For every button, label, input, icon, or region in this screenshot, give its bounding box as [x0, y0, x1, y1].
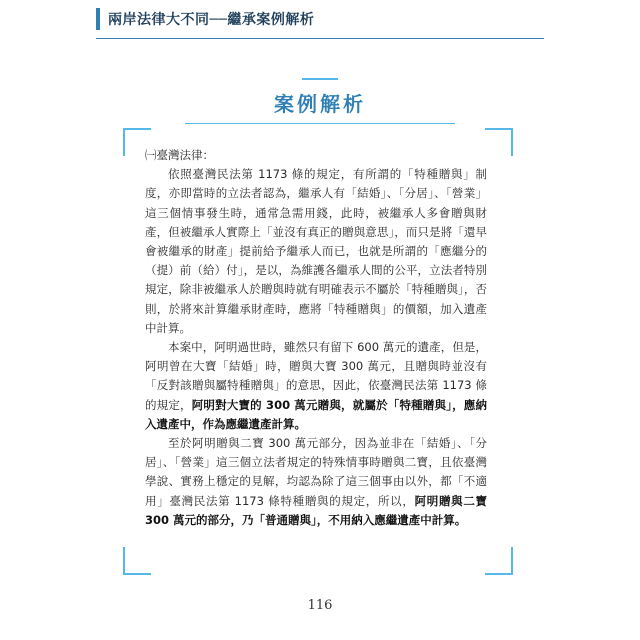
- paragraph-3-text: 至於阿明贈與二寶 300 萬元部分，因為並非在「結婚」、「分居」、「營業」這三個立法者規定的特殊情事時贈與二寶，且依臺灣學說、實務上穩定的見解，均認為除了這三個事由以外，都「不適用」臺灣民法第 1173 條特種贈與的規定，所以，: [145, 436, 487, 508]
- header-title: 兩岸法律大不同──繼承案例解析: [108, 12, 315, 28]
- section-heading-block: [0, 78, 640, 124]
- paragraph-2-text: 本案中，阿明過世時，雖然只有留下 600 萬元的遺產，但是，阿明曾在大寶「結婚」時，贈與大寶 300 萬元，且贈與時並沒有「反對該贈與屬特種贈與」的意思，因此，依臺灣民法第 1173 條的規定，: [145, 340, 487, 412]
- heading-top-rule: [302, 78, 338, 80]
- section-heading: 案例解析: [274, 92, 366, 116]
- header-divider: [96, 38, 544, 39]
- frame-corner-top-right: [485, 128, 513, 156]
- running-header: [96, 8, 314, 30]
- paragraph-3-bold: 阿明贈與二寶 300 萬元的部分，乃「普通贈與」，不用納入應繼遺產中計算。: [145, 493, 488, 527]
- header-accent-bar: [96, 8, 100, 30]
- body-text: [145, 146, 487, 530]
- paragraph-2: [145, 338, 487, 434]
- frame-corner-bottom-right: [485, 547, 513, 575]
- frame-corner-bottom-left: [123, 547, 151, 575]
- paragraph-3: [145, 434, 487, 530]
- heading-bottom-rule: [185, 123, 455, 124]
- page-number: 116: [307, 598, 333, 613]
- paragraph-1: 依照臺灣民法第 1173 條的規定，有所謂的「特種贈與」制度，亦即當時的立法者認為，繼承人有「結婚」、「分居」、「營業」這三個情事發生時，通常急需用錢，此時，被繼承人多會贈與財產，但被繼承人實際上「並沒有真正的贈與意思」，而只是將「還早會被繼承的財產」提前給予繼承人而已，也就是所謂的「應繼分的（提）前（給）付」，是以，為維護各繼承人間的公平，立法者特別規定，除非被繼承人於贈與時就有明確表示不屬於「特種贈與」，否則，於將來計算繼承財產時，應將「特種贈與」的價額，加入遺產中計算。: [145, 167, 487, 335]
- paragraph-2-bold: 阿明對大寶的 300 萬元贈與，就屬於「特種贈與」，應納入遺產中，作為應繼遺產計算。: [145, 397, 487, 431]
- subsection-title: ㈠臺灣法律：: [145, 148, 214, 162]
